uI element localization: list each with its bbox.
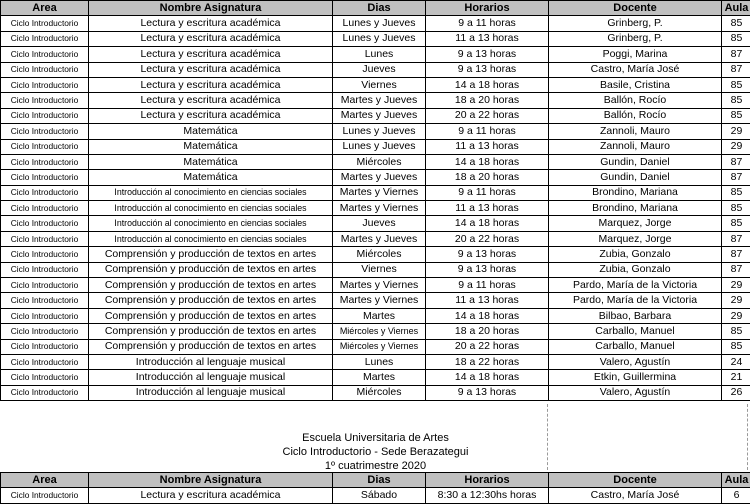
days-cell: Lunes y Jueves (333, 139, 426, 154)
hours-cell: 9 a 13 horas (426, 247, 549, 262)
area-cell: Ciclo Introductorio (1, 262, 89, 277)
room-cell: 29 (722, 308, 750, 323)
table-row (1, 139, 750, 154)
teacher-cell: Pardo, María de la Victoria (549, 293, 722, 308)
hours-cell: 9 a 13 horas (426, 62, 549, 77)
room-cell: 85 (722, 93, 750, 108)
hours-cell: 14 a 18 horas (426, 308, 549, 323)
teacher-cell: Marquez, Jorge (549, 231, 722, 246)
days-cell: Lunes y Jueves (333, 124, 426, 139)
teacher-cell: Grinberg, P. (549, 31, 722, 46)
teacher-cell: Ballón, Rocío (549, 93, 722, 108)
teacher-cell: Carballo, Manuel (549, 339, 722, 354)
room-cell: 87 (722, 154, 750, 169)
col-subject-header: Nombre Asignatura (89, 473, 333, 488)
subject-cell: Matemática (89, 154, 333, 169)
subject-cell: Matemática (89, 170, 333, 185)
col-days-header: Dias (333, 1, 426, 16)
table-row (1, 62, 750, 77)
room-cell: 85 (722, 77, 750, 92)
days-cell: Martes (333, 308, 426, 323)
hours-cell: 18 a 22 horas (426, 354, 549, 369)
hours-cell: 14 a 18 horas (426, 370, 549, 385)
hours-cell: 9 a 13 horas (426, 47, 549, 62)
teacher-cell: Ballón, Rocío (549, 108, 722, 123)
area-cell: Ciclo Introductorio (1, 139, 89, 154)
days-cell: Martes y Viernes (333, 278, 426, 293)
days-cell: Jueves (333, 216, 426, 231)
hours-cell: 9 a 11 horas (426, 16, 549, 31)
area-cell: Ciclo Introductorio (1, 278, 89, 293)
hours-cell: 14 a 18 horas (426, 216, 549, 231)
hours-cell: 18 a 20 horas (426, 170, 549, 185)
area-cell: Ciclo Introductorio (1, 16, 89, 31)
table-row (1, 324, 750, 339)
area-cell: Ciclo Introductorio (1, 293, 89, 308)
days-cell: Sábado (333, 488, 426, 503)
days-cell: Martes y Viernes (333, 185, 426, 200)
hours-cell: 20 a 22 horas (426, 339, 549, 354)
room-cell: 87 (722, 62, 750, 77)
hours-cell: 11 a 13 horas (426, 139, 549, 154)
days-cell: Miércoles y Viernes (333, 324, 426, 339)
table-row (1, 370, 750, 385)
school-title: Escuela Universitaria de Artes (0, 432, 750, 444)
room-cell: 85 (722, 324, 750, 339)
hours-cell: 9 a 13 horas (426, 385, 549, 400)
schedule-body (1, 488, 750, 503)
header-row (1, 473, 750, 488)
hours-cell: 14 a 18 horas (426, 154, 549, 169)
area-cell: Ciclo Introductorio (1, 77, 89, 92)
room-cell: 87 (722, 47, 750, 62)
area-cell: Ciclo Introductorio (1, 108, 89, 123)
days-cell: Martes y Jueves (333, 170, 426, 185)
days-cell: Jueves (333, 62, 426, 77)
days-cell: Martes (333, 370, 426, 385)
col-hours-header: Horarios (426, 1, 549, 16)
days-cell: Viernes (333, 262, 426, 277)
room-cell: 87 (722, 231, 750, 246)
area-cell: Ciclo Introductorio (1, 124, 89, 139)
hours-cell: 20 a 22 horas (426, 231, 549, 246)
hours-cell: 11 a 13 horas (426, 201, 549, 216)
room-cell: 85 (722, 108, 750, 123)
table-row (1, 385, 750, 400)
campus-title: Ciclo Introductorio - Sede Berazategui (0, 446, 750, 458)
teacher-cell: Valero, Agustín (549, 354, 722, 369)
room-cell: 85 (722, 31, 750, 46)
room-cell: 87 (722, 247, 750, 262)
days-cell: Martes y Jueves (333, 231, 426, 246)
table-row (1, 154, 750, 169)
hours-cell: 18 a 20 horas (426, 93, 549, 108)
col-teacher-header: Docente (549, 473, 722, 488)
room-cell: 26 (722, 385, 750, 400)
teacher-cell: Bilbao, Barbara (549, 308, 722, 323)
table-row (1, 231, 750, 246)
room-cell: 85 (722, 339, 750, 354)
subject-cell: Introducción al conocimiento en ciencias sociales (89, 201, 333, 216)
room-cell: 29 (722, 124, 750, 139)
room-cell: 85 (722, 185, 750, 200)
area-cell: Ciclo Introductorio (1, 31, 89, 46)
room-cell: 87 (722, 262, 750, 277)
teacher-cell: Zannoli, Mauro (549, 124, 722, 139)
subject-cell: Introducción al lenguaje musical (89, 370, 333, 385)
subject-cell: Lectura y escritura académica (89, 93, 333, 108)
teacher-cell: Gundin, Daniel (549, 154, 722, 169)
room-cell: 87 (722, 170, 750, 185)
area-cell: Ciclo Introductorio (1, 324, 89, 339)
hours-cell: 8:30 a 12:30hs horas (426, 488, 549, 503)
schedule-body (1, 16, 750, 401)
hours-cell: 9 a 11 horas (426, 278, 549, 293)
area-cell: Ciclo Introductorio (1, 93, 89, 108)
table-row (1, 170, 750, 185)
table-row (1, 488, 750, 503)
teacher-cell: Castro, María José (549, 62, 722, 77)
table-row (1, 293, 750, 308)
area-cell: Ciclo Introductorio (1, 247, 89, 262)
subject-cell: Lectura y escritura académica (89, 488, 333, 503)
area-cell: Ciclo Introductorio (1, 385, 89, 400)
col-room-header: Aula (722, 473, 750, 488)
hours-cell: 11 a 13 horas (426, 293, 549, 308)
hours-cell: 11 a 13 horas (426, 31, 549, 46)
room-cell: 85 (722, 16, 750, 31)
col-room-header: Aula (722, 1, 750, 16)
hours-cell: 9 a 13 horas (426, 262, 549, 277)
days-cell: Miércoles y Viernes (333, 339, 426, 354)
schedule-table-berazategui (0, 472, 750, 504)
area-cell: Ciclo Introductorio (1, 154, 89, 169)
table-row (1, 278, 750, 293)
subject-cell: Comprensión y producción de textos en artes (89, 278, 333, 293)
days-cell: Lunes (333, 47, 426, 62)
days-cell: Martes y Jueves (333, 93, 426, 108)
days-cell: Martes y Viernes (333, 201, 426, 216)
days-cell: Viernes (333, 77, 426, 92)
col-hours-header: Horarios (426, 473, 549, 488)
table-row (1, 124, 750, 139)
col-area-header: Area (1, 1, 89, 16)
table-row (1, 216, 750, 231)
area-cell: Ciclo Introductorio (1, 354, 89, 369)
header-row (1, 1, 750, 16)
room-cell: 85 (722, 201, 750, 216)
room-cell: 29 (722, 139, 750, 154)
hours-cell: 9 a 11 horas (426, 124, 549, 139)
teacher-cell: Marquez, Jorge (549, 216, 722, 231)
area-cell: Ciclo Introductorio (1, 370, 89, 385)
col-area-header: Area (1, 473, 89, 488)
hours-cell: 9 a 11 horas (426, 185, 549, 200)
teacher-cell: Castro, María José (549, 488, 722, 503)
area-cell: Ciclo Introductorio (1, 339, 89, 354)
subject-cell: Comprensión y producción de textos en artes (89, 324, 333, 339)
area-cell: Ciclo Introductorio (1, 488, 89, 503)
hours-cell: 20 a 22 horas (426, 108, 549, 123)
teacher-cell: Pardo, María de la Victoria (549, 278, 722, 293)
subject-cell: Lectura y escritura académica (89, 77, 333, 92)
room-cell: 6 (722, 488, 750, 503)
table-row (1, 108, 750, 123)
days-cell: Miércoles (333, 385, 426, 400)
room-cell: 29 (722, 278, 750, 293)
subject-cell: Introducción al conocimiento en ciencias sociales (89, 231, 333, 246)
table-row (1, 16, 750, 31)
subject-cell: Lectura y escritura académica (89, 31, 333, 46)
days-cell: Martes y Viernes (333, 293, 426, 308)
room-cell: 29 (722, 293, 750, 308)
teacher-cell: Valero, Agustín (549, 385, 722, 400)
days-cell: Miércoles (333, 247, 426, 262)
table-row (1, 31, 750, 46)
table-row (1, 308, 750, 323)
col-days-header: Dias (333, 473, 426, 488)
days-cell: Miércoles (333, 154, 426, 169)
subject-cell: Matemática (89, 124, 333, 139)
subject-cell: Comprensión y producción de textos en artes (89, 293, 333, 308)
teacher-cell: Zannoli, Mauro (549, 139, 722, 154)
subject-cell: Introducción al lenguaje musical (89, 385, 333, 400)
teacher-cell: Etkin, Guillermina (549, 370, 722, 385)
area-cell: Ciclo Introductorio (1, 185, 89, 200)
days-cell: Lunes y Jueves (333, 16, 426, 31)
subject-cell: Introducción al conocimiento en ciencias sociales (89, 185, 333, 200)
days-cell: Martes y Jueves (333, 108, 426, 123)
subject-cell: Introducción al lenguaje musical (89, 354, 333, 369)
room-cell: 21 (722, 370, 750, 385)
hours-cell: 14 a 18 horas (426, 77, 549, 92)
subject-cell: Lectura y escritura académica (89, 47, 333, 62)
table-row (1, 339, 750, 354)
teacher-cell: Brondino, Mariana (549, 201, 722, 216)
subject-cell: Matemática (89, 139, 333, 154)
days-cell: Lunes (333, 354, 426, 369)
teacher-cell: Grinberg, P. (549, 16, 722, 31)
teacher-cell: Poggi, Marina (549, 47, 722, 62)
subject-cell: Comprensión y producción de textos en artes (89, 262, 333, 277)
table-row (1, 262, 750, 277)
subject-cell: Introducción al conocimiento en ciencias sociales (89, 216, 333, 231)
table-row (1, 185, 750, 200)
teacher-cell: Zubia, Gonzalo (549, 247, 722, 262)
teacher-cell: Basile, Cristina (549, 77, 722, 92)
area-cell: Ciclo Introductorio (1, 308, 89, 323)
table-row (1, 354, 750, 369)
hours-cell: 18 a 20 horas (426, 324, 549, 339)
table-row (1, 93, 750, 108)
area-cell: Ciclo Introductorio (1, 170, 89, 185)
teacher-cell: Carballo, Manuel (549, 324, 722, 339)
term-title: 1º cuatrimestre 2020 (0, 460, 750, 472)
col-subject-header: Nombre Asignatura (89, 1, 333, 16)
days-cell: Lunes y Jueves (333, 31, 426, 46)
area-cell: Ciclo Introductorio (1, 62, 89, 77)
teacher-cell: Zubia, Gonzalo (549, 262, 722, 277)
table-row (1, 201, 750, 216)
table-row (1, 47, 750, 62)
area-cell: Ciclo Introductorio (1, 231, 89, 246)
subject-cell: Lectura y escritura académica (89, 16, 333, 31)
area-cell: Ciclo Introductorio (1, 47, 89, 62)
subject-cell: Comprensión y producción de textos en artes (89, 247, 333, 262)
room-cell: 85 (722, 216, 750, 231)
col-teacher-header: Docente (549, 1, 722, 16)
area-cell: Ciclo Introductorio (1, 216, 89, 231)
teacher-cell: Brondino, Mariana (549, 185, 722, 200)
subject-cell: Comprensión y producción de textos en artes (89, 308, 333, 323)
table-row (1, 77, 750, 92)
area-cell: Ciclo Introductorio (1, 201, 89, 216)
subject-cell: Comprensión y producción de textos en artes (89, 339, 333, 354)
room-cell: 24 (722, 354, 750, 369)
subject-cell: Lectura y escritura académica (89, 108, 333, 123)
subject-cell: Lectura y escritura académica (89, 62, 333, 77)
table-row (1, 247, 750, 262)
teacher-cell: Gundin, Daniel (549, 170, 722, 185)
